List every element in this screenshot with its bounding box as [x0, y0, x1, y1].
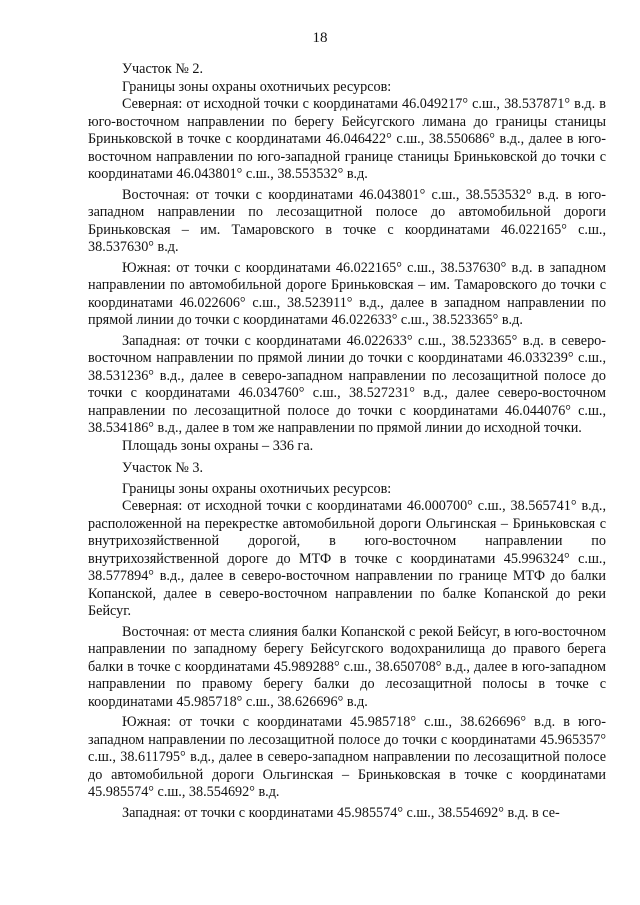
section-heading: Участок № 3.: [122, 460, 204, 476]
boundary-north: Северная: от исходной точки с координатами 46.049217° с.ш., 38.537871° в.д. в юго-восточном направлении по берегу Бейсугского лимана до границы станицы Бриньковской в точке с координатами 46.046422° с.ш., 38.550686° в.д., далее в юго-восточном направлении по юго-западной границе станицы Бриньковской до точки с координатами 46.043801° с.ш., 38.553532° в.д.: [88, 96, 606, 182]
boundary-south: Южная: от точки с координатами 45.985718° с.ш., 38.626696° в.д. в юго-западном направлении по лесозащитной полосе до точки с координатами 45.965357° с.ш., 38.611795° в.д., далее в северо-западном направлении по лесозащитной полосе до автомобильной дороги Ольгинская – Бриньковская в точке с координатами 45.985574° с.ш., 38.554692° в.д.: [88, 714, 606, 800]
section-subheading: Границы зоны охраны охотничьих ресурсов:: [122, 480, 392, 497]
section-area: Площадь зоны охраны – 336 га.: [122, 437, 314, 454]
document-body: [88, 61, 606, 822]
section-heading: Участок № 2.: [122, 61, 204, 77]
boundary-south: Южная: от точки с координатами 46.022165° с.ш., 38.537630° в.д. в западном направлении по автомобильной дороге Бриньковская – им. Тамаровского до точки с координатами 46.022606° с.ш., 38.523911° в.д., далее в западном направлении по прямой линии до точки с координатами 46.022633° с.ш., 38.523365° в.д.: [88, 259, 606, 328]
page-number: 18: [312, 30, 328, 46]
boundary-west: Западная: от точки с координатами 46.022633° с.ш., 38.523365° в.д. в северо-восточном направлении по прямой линии до точки с координатами 46.033239° с.ш., 38.531236° в.д., далее в северо-западном направлении по лесозащитной полосе до точки с координатами 46.034760° с.ш., 38.527231° в.д., далее северо-восточном направлении по лесозащитной полосе до точки с координатами 46.044076° с.ш., 38.534186° в.д., далее в том же направлении по прямой линии до исходной точки.: [88, 332, 606, 436]
boundary-west: Западная: от точки с координатами 45.985574° с.ш., 38.554692° в.д. в се-: [122, 804, 560, 821]
boundary-north: Северная: от исходной точки с координатами 46.000700° с.ш., 38.565741° в.д., расположенной на перекрестке автомобильной дороги Ольгинская – Бриньковская с внутрихозяйственной дорогой, в юго-восточном направлении по внутрихозяйственной дороге до МТФ в точке с координатами 45.996324° с.ш., 38.577894° в.д., далее в северо-восточном направлении по границе МТФ до балки Копанской, далее в северо-восточном направлении по балке Копанской до реки Бейсуг.: [88, 498, 606, 619]
boundary-east: Восточная: от точки с координатами 46.043801° с.ш., 38.553532° в.д. в юго-западном направлении по лесозащитной полосе до автомобильной дороги Бриньковская – им. Тамаровского в точке с координатами 46.022165° с.ш., 38.537630° в.д.: [88, 186, 606, 255]
boundary-east: Восточная: от места слияния балки Копанской с рекой Бейсуг, в юго-восточном направлении по западному берегу Бейсугского водохранилища до правого берега балки в точке с координатами 45.989288° с.ш., 38.650708° в.д., далее в юго-западном направлении по правому берегу балки до лесозащитной полосы в точке с координатами 45.985718° с.ш., 38.626696° в.д.: [88, 623, 606, 710]
section-subheading: Границы зоны охраны охотничьих ресурсов:: [122, 78, 392, 95]
